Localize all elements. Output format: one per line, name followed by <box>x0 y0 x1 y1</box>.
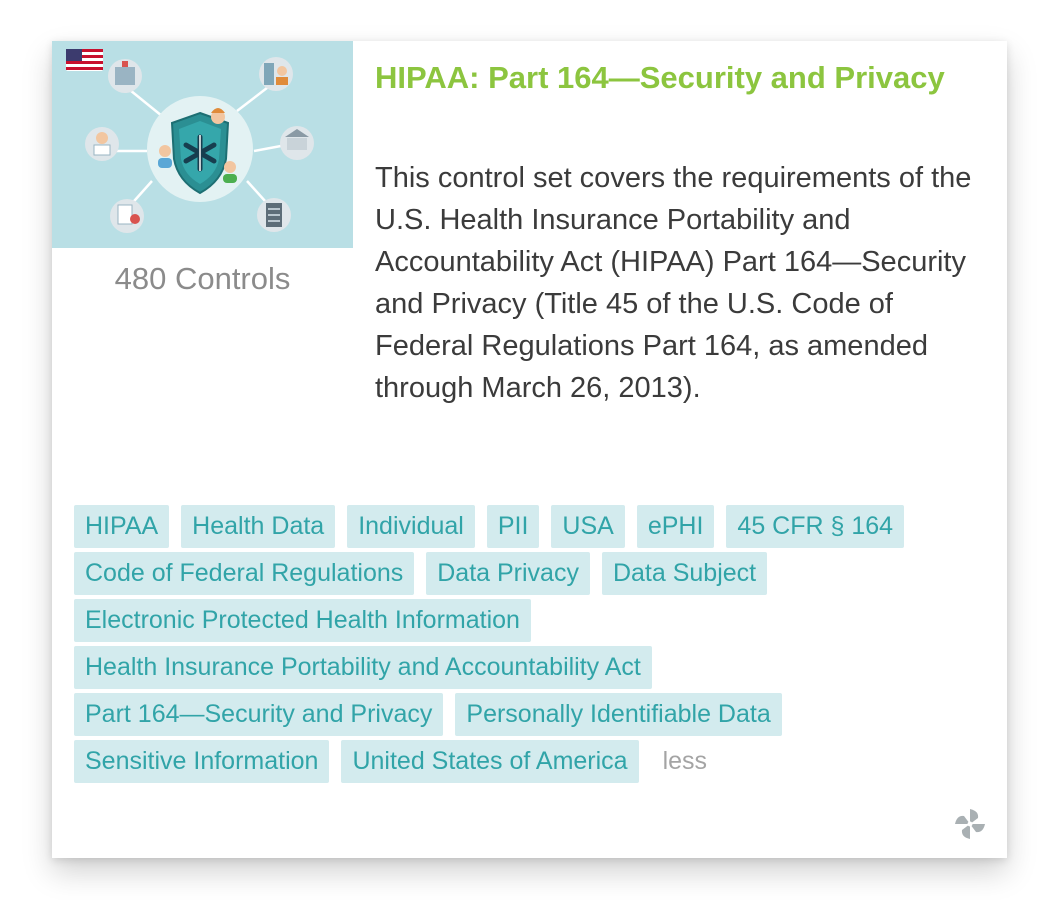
tag-part-164-security-and-privacy[interactable]: Part 164—Security and Privacy <box>74 693 443 736</box>
control-set-thumbnail <box>52 41 353 248</box>
tag-data-privacy[interactable]: Data Privacy <box>426 552 590 595</box>
tag-row <box>74 646 974 693</box>
controls-count: 480 Controls <box>114 261 291 296</box>
tag-pii[interactable]: PII <box>487 505 540 548</box>
tag-personally-identifiable-data[interactable]: Personally Identifiable Data <box>455 693 781 736</box>
control-set-description: This control set covers the requirements of the U.S. Health Insurance Portability and Accountability Act (HIPAA) Part 164—Security and Privacy (Title 45 of the U.S. Code of Federal Regulations Part 164, as amended through March 26, 2013). <box>375 162 972 404</box>
control-set-card[interactable] <box>52 41 1007 858</box>
us-flag-icon <box>66 49 103 71</box>
tag-row <box>74 693 974 740</box>
tag-united-states-of-america[interactable]: United States of America <box>341 740 638 783</box>
tag-45-cfr-164[interactable]: 45 CFR § 164 <box>726 505 904 548</box>
tag-sensitive-information[interactable]: Sensitive Information <box>74 740 329 783</box>
tag-list <box>74 505 974 787</box>
tag-health-insurance-portability-act[interactable]: Health Insurance Portability and Accountability Act <box>74 646 652 689</box>
tag-row <box>74 740 974 787</box>
tag-electronic-protected-health-information[interactable]: Electronic Protected Health Information <box>74 599 531 642</box>
tag-hipaa[interactable]: HIPAA <box>74 505 169 548</box>
tag-ephi[interactable]: ePHI <box>637 505 715 548</box>
pinwheel-icon <box>952 806 988 842</box>
tag-usa[interactable]: USA <box>551 505 624 548</box>
less-toggle-link[interactable]: less <box>662 747 708 775</box>
tag-health-data[interactable]: Health Data <box>181 505 335 548</box>
tag-row <box>74 599 974 646</box>
tag-row <box>74 552 974 599</box>
tag-code-of-federal-regulations[interactable]: Code of Federal Regulations <box>74 552 414 595</box>
tag-row <box>74 505 974 552</box>
tag-data-subject[interactable]: Data Subject <box>602 552 767 595</box>
tag-individual[interactable]: Individual <box>347 505 475 548</box>
control-set-title[interactable]: HIPAA: Part 164—Security and Privacy <box>375 60 945 95</box>
